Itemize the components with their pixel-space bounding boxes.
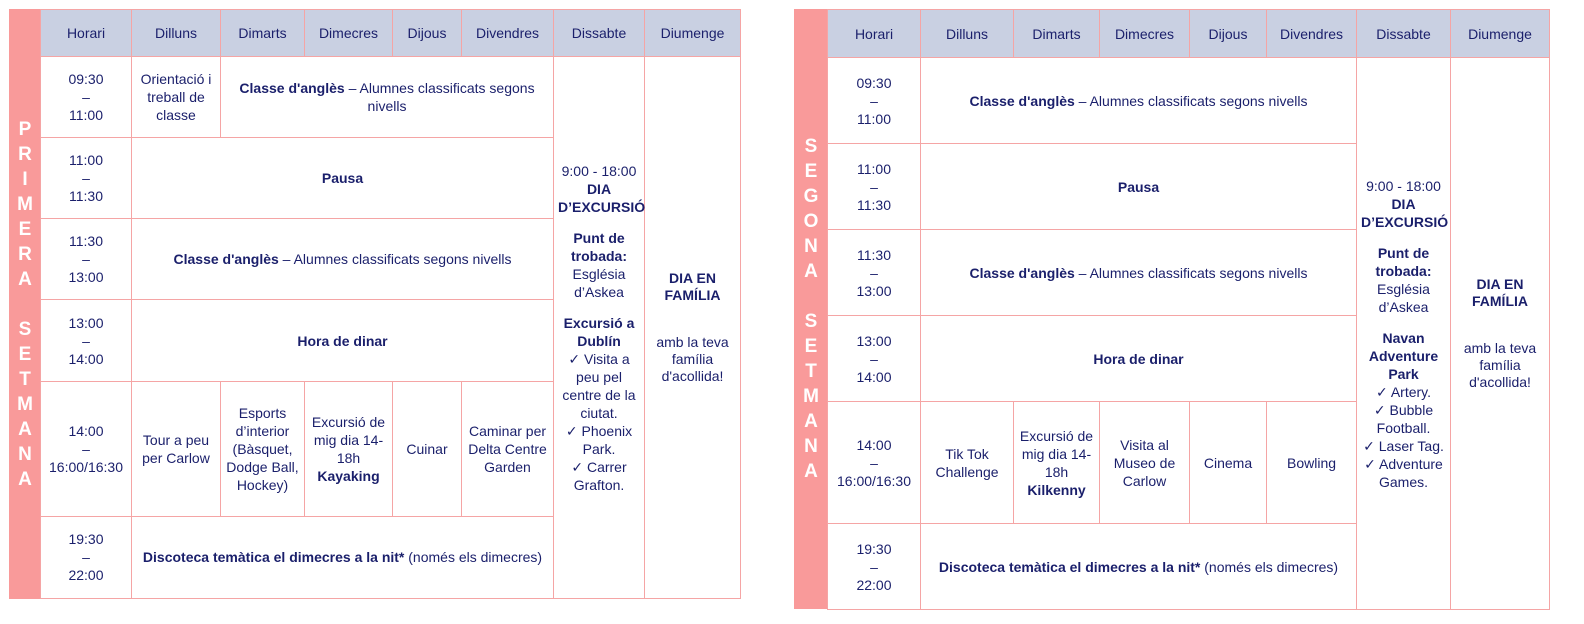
time-end: 13:00	[856, 282, 892, 299]
week-label-letter	[22, 292, 27, 317]
week-label-letter: P	[18, 118, 32, 140]
time-dash: –	[870, 178, 878, 195]
header-dilluns: Dilluns	[132, 10, 221, 57]
time-end: 22:00	[68, 567, 104, 584]
week-label-letter: I	[22, 168, 28, 190]
header-divendres: Divendres	[1267, 10, 1357, 58]
break-cell: Pausa	[921, 144, 1357, 230]
time-end: 16:00/16:30	[49, 458, 123, 475]
activity-thursday: Cinema	[1190, 402, 1267, 524]
time-slot-5	[828, 402, 921, 524]
header-horari: Horari	[41, 10, 132, 57]
time-dash: –	[82, 332, 90, 349]
time-end: 16:00/16:30	[837, 472, 911, 489]
english-class-desc: – Alumnes classificats segons nivells	[344, 80, 535, 115]
time-end: 14:00	[856, 368, 892, 385]
activity-wednesday-text: Excursió de mig dia 14-18h	[311, 413, 386, 466]
time-dash: –	[870, 92, 878, 109]
time-dash: –	[870, 264, 878, 281]
time-start: 14:00	[856, 436, 892, 453]
trip-title: Navan Adventure Park	[1368, 329, 1439, 382]
trip-item: ✓ Adventure Games.	[1364, 455, 1443, 490]
week-label-letter: R	[18, 143, 32, 165]
time-dash: –	[82, 549, 90, 566]
activity-wednesday: Visita al Museo de Carlow	[1100, 402, 1190, 524]
week-label-letter: A	[804, 461, 818, 482]
activity-tuesday-bold: Kilkenny	[1027, 481, 1086, 498]
time-end: 11:00	[857, 110, 891, 127]
trip-item: ✓ Phoenix Park.	[565, 422, 633, 457]
week-label-letter: R	[18, 243, 32, 265]
time-slot-3	[828, 230, 921, 316]
header-dissabte: Dissabte	[1357, 10, 1451, 58]
time-end: 11:30	[69, 188, 103, 205]
time-start: 11:30	[857, 246, 891, 263]
family-day-text: amb la teva família d'acollida!	[656, 334, 729, 385]
week-label-letter: T	[19, 368, 31, 390]
time-dash: –	[870, 350, 878, 367]
activity-tuesday	[1014, 402, 1100, 524]
sunday-family-day	[645, 57, 741, 599]
meeting-point-label: Punt de trobada:	[571, 229, 627, 264]
lunch-cell: Hora de dinar	[921, 316, 1357, 402]
english-class-title: Classe d'anglès	[173, 251, 279, 268]
time-slot-2	[41, 138, 132, 219]
week-label-letter: M	[17, 193, 33, 215]
time-end: 22:00	[856, 576, 892, 593]
family-day-title: DIA EN FAMÍLIA	[1472, 276, 1528, 309]
time-dash: –	[82, 89, 90, 106]
time-dash: –	[870, 558, 878, 575]
week-label-letter: A	[18, 268, 32, 290]
disco-note: (només els dimecres)	[404, 549, 543, 566]
time-slot-5	[41, 381, 132, 516]
activity-thursday: Cuinar	[393, 381, 462, 516]
week-label-letter: G	[803, 186, 819, 207]
week-label-letter: T	[805, 361, 817, 382]
time-start: 09:30	[68, 71, 104, 88]
trip-item: ✓ Artery.	[1375, 383, 1432, 400]
activity-friday: Caminar per Delta Centre Garden	[462, 381, 554, 516]
week-1-table	[40, 9, 741, 599]
time-end: 11:00	[69, 107, 103, 124]
week-label-letter: S	[804, 136, 818, 157]
trip-item: ✓ Carrer Grafton.	[571, 458, 627, 493]
header-dimecres: Dimecres	[1100, 10, 1190, 58]
time-end: 14:00	[68, 350, 104, 367]
english-class-cell	[221, 57, 554, 138]
week-label-letter: A	[18, 468, 32, 490]
disco-cell	[132, 516, 554, 598]
english-class-cell	[132, 219, 554, 300]
header-dimecres: Dimecres	[305, 10, 393, 57]
week-2-table	[827, 9, 1550, 610]
excursion-title: DIA D’EXCURSIÓ	[558, 180, 646, 215]
activity-wednesday	[305, 381, 393, 516]
meeting-point-place: Església d’Askea	[572, 265, 626, 300]
saturday-excursion	[1357, 58, 1451, 610]
family-day-text: amb la teva família d'acollida!	[1463, 340, 1537, 390]
trip-title: Excursió a Dublín	[563, 314, 635, 349]
week-label-letter: A	[18, 418, 32, 440]
week-label-letter: E	[18, 218, 32, 240]
header-row	[41, 10, 741, 57]
excursion-title: DIA D’EXCURSIÓ	[1361, 195, 1449, 230]
time-start: 19:30	[856, 540, 892, 557]
meeting-point-place: Església d’Askea	[1377, 280, 1430, 315]
week-label-letter	[808, 284, 813, 309]
break-cell: Pausa	[132, 138, 554, 219]
week-label-letter: A	[804, 261, 818, 282]
time-slot-6	[828, 524, 921, 610]
header-dijous: Dijous	[393, 10, 462, 57]
disco-note: (només els dimecres)	[1200, 558, 1339, 575]
header-diumenge: Diumenge	[1451, 10, 1550, 58]
activity-tuesday: Esports d’interior (Bàsquet, Dodge Ball, Hockey)	[221, 381, 305, 516]
week-label-letter: A	[804, 411, 818, 432]
english-class-cell	[921, 230, 1357, 316]
time-slot-4	[41, 300, 132, 381]
time-slot-4	[828, 316, 921, 402]
excursion-time: 9:00 - 18:00	[561, 162, 637, 179]
time-start: 19:30	[68, 531, 104, 548]
header-diumenge: Diumenge	[645, 10, 741, 57]
time-start: 13:00	[856, 332, 892, 349]
meeting-point-label: Punt de trobada:	[1375, 244, 1432, 279]
disco-title: Discoteca temàtica el dimecres a la nit*	[142, 549, 405, 566]
time-start: 11:00	[69, 152, 103, 169]
header-divendres: Divendres	[462, 10, 554, 57]
activity-monday: Tour a peu per Carlow	[132, 381, 221, 516]
english-class-title: Classe d'anglès	[239, 80, 345, 97]
time-start: 09:30	[856, 74, 892, 91]
trip-item: ✓ Visita a peu pel centre de la ciutat.	[562, 350, 636, 421]
time-end: 13:00	[68, 269, 104, 286]
header-dissabte: Dissabte	[554, 10, 645, 57]
header-dimarts: Dimarts	[1014, 10, 1100, 58]
time-slot-6	[41, 516, 132, 598]
week-label-letter: M	[17, 393, 33, 415]
week-label-letter: E	[18, 343, 32, 365]
week-1-label	[9, 9, 41, 599]
time-start: 11:30	[69, 233, 103, 250]
time-end: 11:30	[857, 196, 891, 213]
english-class-desc: – Alumnes classificats segons nivells	[1074, 92, 1308, 109]
monday-orientation: Orientació i treball de classe	[132, 57, 221, 138]
activity-friday: Bowling	[1267, 402, 1357, 524]
time-dash: –	[82, 440, 90, 457]
english-class-title: Classe d'anglès	[969, 92, 1075, 109]
english-class-desc: – Alumnes classificats segons nivells	[1074, 264, 1308, 281]
header-row	[828, 10, 1550, 58]
activity-tuesday-text: Excursió de mig dia 14-18h	[1019, 427, 1094, 480]
time-start: 11:00	[857, 160, 891, 177]
time-slot-1	[828, 58, 921, 144]
week-2-label	[794, 9, 828, 609]
english-class-title: Classe d'anglès	[969, 264, 1075, 281]
disco-cell	[921, 524, 1357, 610]
activity-wednesday-bold: Kayaking	[317, 467, 380, 484]
week-label-letter: O	[803, 211, 819, 232]
english-class-desc: – Alumnes classificats segons nivells	[278, 251, 512, 268]
week-label-letter: N	[804, 236, 818, 257]
time-dash: –	[82, 170, 90, 187]
time-slot-2	[828, 144, 921, 230]
saturday-excursion	[554, 57, 645, 599]
week-label-letter: N	[804, 436, 818, 457]
english-class-cell	[921, 58, 1357, 144]
time-dash: –	[870, 454, 878, 471]
time-start: 14:00	[68, 422, 104, 439]
trip-item: ✓ Laser Tag.	[1363, 437, 1444, 454]
trip-item: ✓ Bubble Football.	[1373, 401, 1434, 436]
time-dash: –	[82, 251, 90, 268]
week-label-letter: S	[804, 311, 818, 332]
week-label-letter: M	[803, 386, 819, 407]
sunday-family-day	[1451, 58, 1550, 610]
header-horari: Horari	[828, 10, 921, 58]
week-label-letter: E	[804, 161, 818, 182]
time-start: 13:00	[68, 314, 104, 331]
week-label-letter: N	[18, 443, 32, 465]
header-dilluns: Dilluns	[921, 10, 1014, 58]
disco-title: Discoteca temàtica el dimecres a la nit*	[938, 558, 1201, 575]
week-label-letter: S	[18, 318, 32, 340]
activity-monday: Tik Tok Challenge	[921, 402, 1014, 524]
family-day-title: DIA EN FAMÍLIA	[664, 270, 721, 304]
excursion-time: 9:00 - 18:00	[1366, 177, 1441, 194]
time-slot-1	[41, 57, 132, 138]
lunch-cell: Hora de dinar	[132, 300, 554, 381]
time-slot-3	[41, 219, 132, 300]
header-dijous: Dijous	[1190, 10, 1267, 58]
header-dimarts: Dimarts	[221, 10, 305, 57]
week-label-letter: E	[804, 336, 818, 357]
